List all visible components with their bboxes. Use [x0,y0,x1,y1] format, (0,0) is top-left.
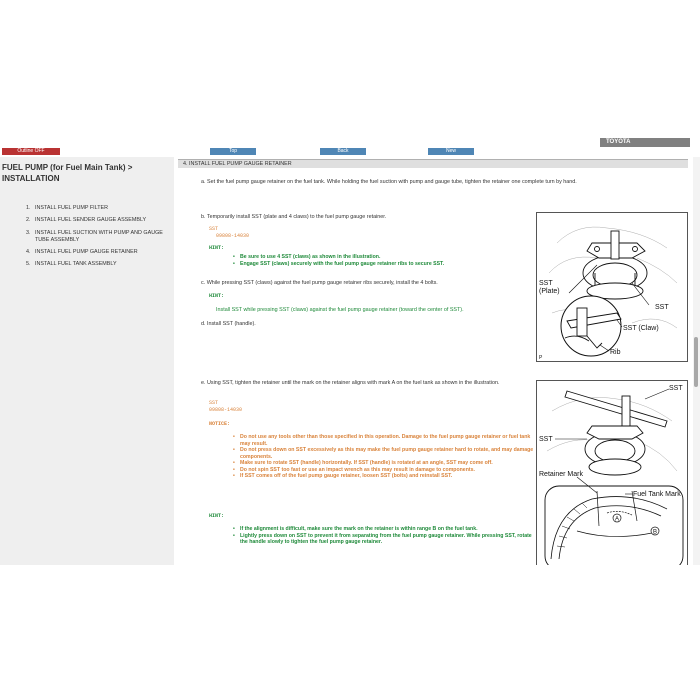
fig2-label-b: B [653,529,658,536]
notice-label: NOTICE: [209,421,231,427]
sst-code: 09808-14030 [209,407,243,413]
sidebar [0,157,174,565]
new-button[interactable]: New [428,148,474,155]
figure-sst-install-drawing [537,213,687,361]
notice-item: • Do not press down on SST excessively as this may make the fuel pump gauge retainer hard to rotate, and may damage components. [231,447,536,460]
fig2-label-sst-top: SST [669,385,683,392]
sst-label: SST [209,400,219,406]
hint-item: • If the alignment is difficult, make sure the mark on the retainer is within range B on the fuel tank. [231,526,536,533]
figure-retainer-align-drawing [537,381,687,565]
fig1-label-sst: SST [655,304,669,311]
sst-label: SST [209,226,219,232]
toc-list [26,205,165,273]
top-button[interactable]: Top [210,148,256,155]
fig2-label-retainer-mark: Retainer Mark [539,471,583,478]
outline-off-button[interactable]: Outline OFF [2,148,60,155]
sst-code: 09808-14030 [216,233,250,239]
notice-item: • Do not spin SST too fast or use an impact wrench as this may result in damage to components. [231,467,536,474]
manual-window [0,135,700,565]
step-b-text: b. Temporarily install SST (plate and 4 claws) to the fuel pump gauge retainer. [201,214,387,220]
notice-item: • Do not use any tools other than those specified in this operation. Damage to the fuel pump gauge retainer or fuel tank may result. [231,434,536,447]
hint-label: HINT: [209,245,225,251]
hint-list [231,254,531,267]
notice-item: • Make sure to rotate SST (handle) horizontally. If SST (handle) is rotated at an angle, SST may come off. [231,460,536,467]
vertical-scrollbar[interactable] [693,157,700,565]
fig1-label-plate-1: SST [539,280,553,287]
notice-item: • If SST comes off of the fuel pump gauge retainer, loosen SST (bolts) and reinstall SST. [231,473,536,480]
toc-item[interactable]: 5. INSTALL FUEL TANK ASSEMBLY [26,261,117,268]
hint-c-text: Install SST while pressing SST (claws) against the fuel pump gauge retainer (toward the center of SST). [216,307,464,313]
step-a-text: a. Set the fuel pump gauge retainer on the fuel tank. While holding the fuel suction with pump and gauge tube, tighten the retainer one complete turn by hand. [201,179,577,185]
step-e-text: e. Using SST, tighten the retainer until the mark on the retainer aligns with mark A on the fuel tank as shown in the illustration. [201,380,500,386]
fig1-corner-letter: P [539,355,543,361]
hint-item: • Engage SST (claws) securely with the fuel pump gauge retainer ribs to secure SST. [231,261,531,268]
fig2-label-fuel-tank-mark: Fuel Tank Mark [633,491,681,498]
toc-item[interactable]: 1. INSTALL FUEL PUMP FILTER [26,205,108,211]
fig1-label-claw: SST (Claw) [623,325,659,332]
fig2-label-a: A [615,516,620,523]
back-button[interactable]: Back [320,148,366,155]
fig1-label-plate: (Plate) [539,288,560,295]
toc-item[interactable]: 2. INSTALL FUEL SENDER GAUGE ASSEMBLY [26,217,147,224]
fig2-label-sst-left: SST [539,436,553,443]
figure-retainer-align [536,380,688,565]
figure-sst-install [536,212,688,362]
fig1-label-rib: Rib [610,349,621,356]
hint-label: HINT: [209,293,225,299]
top-toolbar [0,135,700,155]
step-d-text: d. Install SST (handle). [201,321,256,327]
toc-item[interactable]: 4. INSTALL FUEL PUMP GAUGE RETAINER [26,248,138,255]
hint-label: HINT: [209,513,225,519]
brand-label: TOYOTA [600,138,690,147]
sidebar-title: FUEL PUMP (for Fuel Main Tank) > INSTALLATION [2,163,133,183]
hint-item: • Be sure to use 4 SST (claws) as shown in the illustration. [231,254,531,261]
step-c-text: c. While pressing SST (claws) against the fuel pump gauge retainer ribs securely, install the 4 bolts. [201,280,438,286]
toc-item[interactable]: 3. INSTALL FUEL SUCTION WITH PUMP AND GAUGE TUBE ASSEMBLY [26,229,163,243]
scrollbar-thumb[interactable] [694,337,698,387]
hint-item: • Lightly press down on SST to prevent it from separating from the fuel pump gauge retainer. While pressing SST, rotate the handle slowly to tighten the fuel pump gauge retainer. [231,533,536,546]
section-header: 4. INSTALL FUEL PUMP GAUGE RETAINER [178,159,688,168]
hint-list [231,526,536,546]
notice-list [231,434,536,480]
content-pane [176,157,690,565]
